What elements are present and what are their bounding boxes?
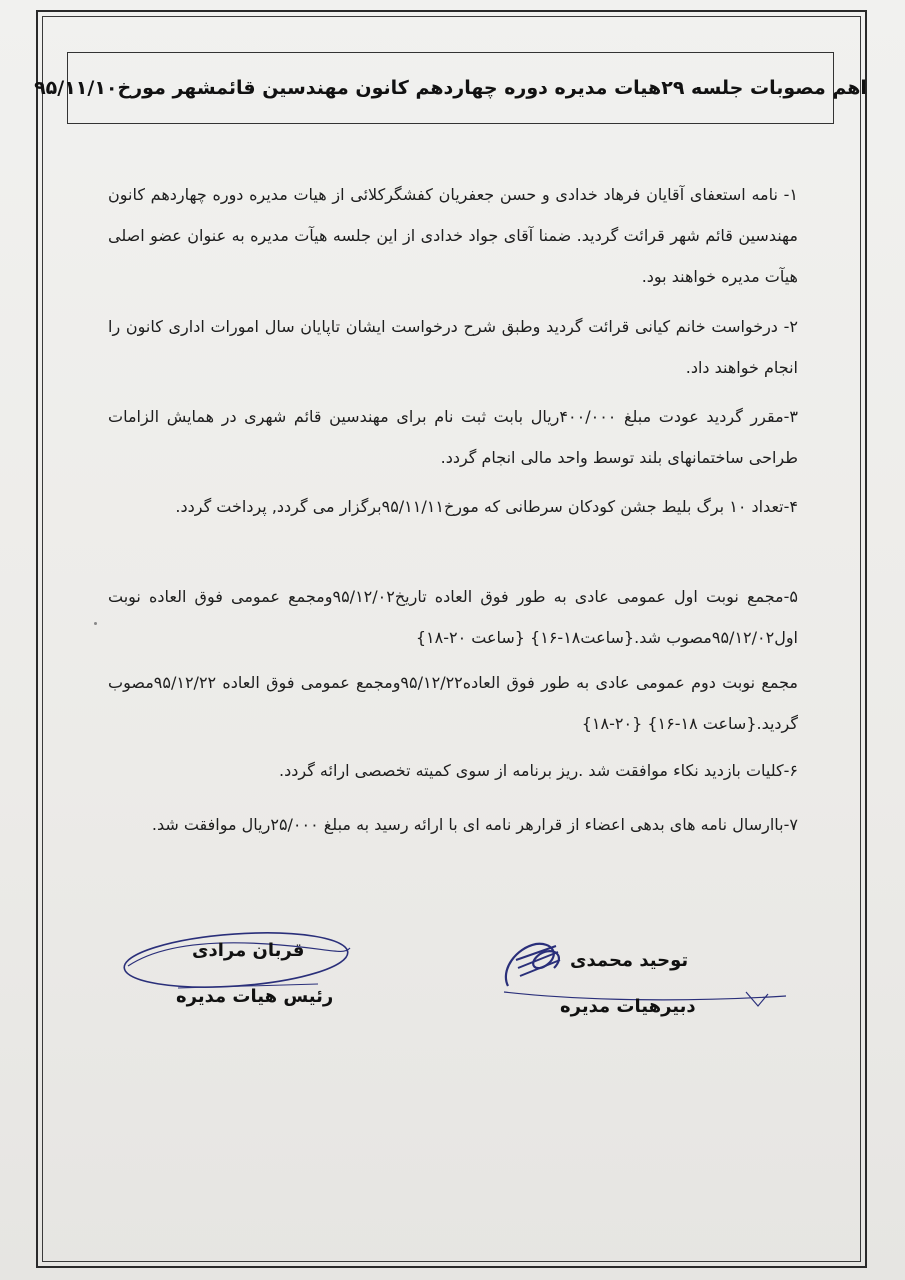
left-signer-name: قربان مرادی [192, 940, 305, 961]
paragraph-4: ۴-تعداد ۱۰ برگ بلیط جشن کودکان سرطانی که مورخ۹۵/۱۱/۱۱برگزار می گردد, پرداخت گردد. [175, 497, 798, 516]
paragraph-5-continued: مجمع نوبت دوم عمومی عادی به طور فوق العاده۹۵/۱۲/۲۲ومجمع عمومی فوق العاده ۹۵/۱۲/۲۲مصوب گردید.{ساعت ۱۸-۱۶} {۲۰-۱۸} [108, 673, 798, 733]
right-signer-role: دبیرهیات مدیره [560, 996, 696, 1017]
paragraph-6: ۶-کلیات بازدید نکاء موافقت شد .ریز برنامه از سوی کمیته تخصصی ارائه گردد. [279, 761, 798, 780]
paper-speck [94, 622, 97, 625]
document-title: اهم مصوبات جلسه ۲۹هیات مدیره دوره چهاردهم کانون مهندسین قائمشهر مورخ۹۵/۱۱/۱۰ [34, 77, 867, 99]
left-signer-role: رئیس هیات مدیره [176, 986, 334, 1007]
title-box [34, 52, 867, 124]
paragraph-5: ۵-مجمع نوبت اول عمومی عادی به طور فوق العاده تاریخ۹۵/۱۲/۰۲ومجمع عمومی فوق العاده نوبت اول۹۵/۱۲/۰۲مصوب شد.{ساعت۱۸-۱۶} {ساعت ۲۰-۱۸} [108, 587, 798, 647]
paragraph-1: ۱- نامه استعفای آقایان فرهاد خدادی و حسن جعفریان کفشگرکلائی از هیات مدیره دوره چهاردهم کانون مهندسین قائم شهر قرائت گردید. ضمنا آقای جواد خدادی از این جلسه هیآت مدیره به عنوان عضو اصلی هیآت مدیره خواهند بود. [108, 185, 798, 286]
paragraph-2: ۲- درخواست خانم کیانی قرائت گردید وطبق شرح درخواست ایشان تاپایان سال امورات اداری کانون را انجام خواهند داد. [108, 317, 798, 377]
paragraph-7: ۷-باارسال نامه های بدهی اعضاء از قرارهر نامه ای با ارائه رسید به مبلغ ۲۵/۰۰۰ریال موافقت شد. [151, 815, 798, 834]
paragraph-3: ۳-مقرر گردید عودت مبلغ ۴۰۰/۰۰۰ریال بابت ثبت نام برای مهندسین قائم شهری در همایش الزامات طراحی ساختمانهای بلند توسط واحد مالی انجام گردد. [108, 407, 799, 467]
right-signer-name: توحید محمدی [570, 950, 689, 971]
